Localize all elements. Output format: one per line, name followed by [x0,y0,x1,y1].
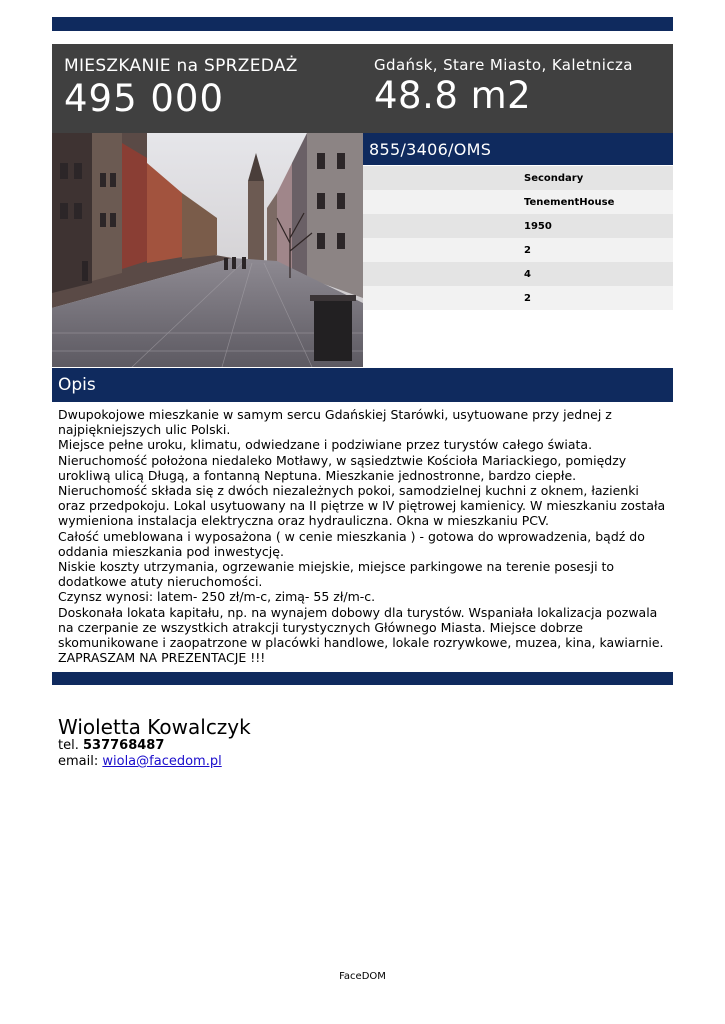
footer-brand: FaceDOM [339,971,386,982]
agent-email [58,754,222,769]
detail-row [363,286,673,310]
description-body [58,407,668,665]
detail-row [363,166,673,190]
description-paragraph: Nieruchomość położona niedaleko Motławy, w sąsiedztwie Kościoła Mariackiego, pomiędzy urokliwą ulicą Długą, a fontanną Neptuna. Mieszkanie jednostronne, bardzo ciepłe. Nieruchomość składa się z dwóch niezależnych pokoi, samodzielnej kuchni z oknem, łazienki oraz przedpokoju. Lokal usytuowany na II piętrze w IV piętrowej kamienicy. W mieszkaniu została wymieniona instalacja elektryczna oraz hydrauliczna. Okna w mieszkaniu PCV. [58,452,666,529]
description-paragraph: ZAPRASZAM NA PREZENTACJE !!! [58,650,266,666]
description-paragraph: Dwupokojowe mieszkanie w samym sercu Gdańskiej Starówki, usytuowane przy jednej z najpiękniejszych ulic Polski. [58,407,612,438]
bottom-accent-bar [52,672,673,685]
offer-type: MIESZKANIE na SPRZEDAŻ [64,56,298,76]
email-link[interactable]: wiola@facedom.pl [102,754,222,769]
description-paragraph: Doskonała lokata kapitału, np. na wynajem dobowy dla turystów. Wspaniała lokalizacja pozwala na czerpanie ze wszystkich atrakcji turystycznych Głównego Miasta. Miejsce dobrze skomunikowane i zaopatrzone w placówki handlowe, lokale rozrywkowe, muzea, kina, kawiarnie. [58,604,664,651]
details-table [363,166,673,310]
description-header [52,368,673,402]
location: Gdańsk, Stare Miasto, Kaletnicza [374,56,633,74]
description-paragraph: Całość umeblowana i wyposażona ( w cenie mieszkania ) - gotowa do wprowadzenia, bądź do oddania mieszkania pod inwestycję. [58,528,645,559]
listing-header [52,44,673,133]
reference-number: 855/3406/OMS [369,140,492,159]
description-paragraph: Czynsz wynosi: latem- 250 zł/m-c, zimą- 55 zł/m-c. [58,589,376,605]
price: 495 000 [64,77,225,120]
phone-label: tel. [58,738,79,753]
detail-value: Secondary [524,173,584,184]
detail-value: TenementHouse [524,197,615,208]
property-photo [52,133,363,367]
detail-row [363,238,673,262]
detail-value: 1950 [524,221,552,232]
detail-value: 4 [524,269,531,280]
detail-value: 2 [524,245,531,256]
description-title: Opis [58,375,96,395]
top-accent-bar [52,17,673,31]
phone-number[interactable]: 537768487 [82,738,165,753]
email-label: email: [58,754,99,769]
agent-phone [58,738,164,753]
agent-name: Wioletta Kowalczyk [58,715,251,739]
description-paragraph: Miejsce pełne uroku, klimatu, odwiedzane i podziwiane przez turystów całego świata. [58,437,593,453]
detail-row [363,214,673,238]
detail-value: 2 [524,293,531,304]
area: 48.8 m2 [374,74,532,117]
detail-row [363,190,673,214]
description-paragraph: Niskie koszty utrzymania, ogrzewanie miejskie, miejsce parkingowe na terenie posesji to dodatkowe atuty nieruchomości. [58,559,615,590]
reference-header [363,133,673,165]
detail-row [363,262,673,286]
